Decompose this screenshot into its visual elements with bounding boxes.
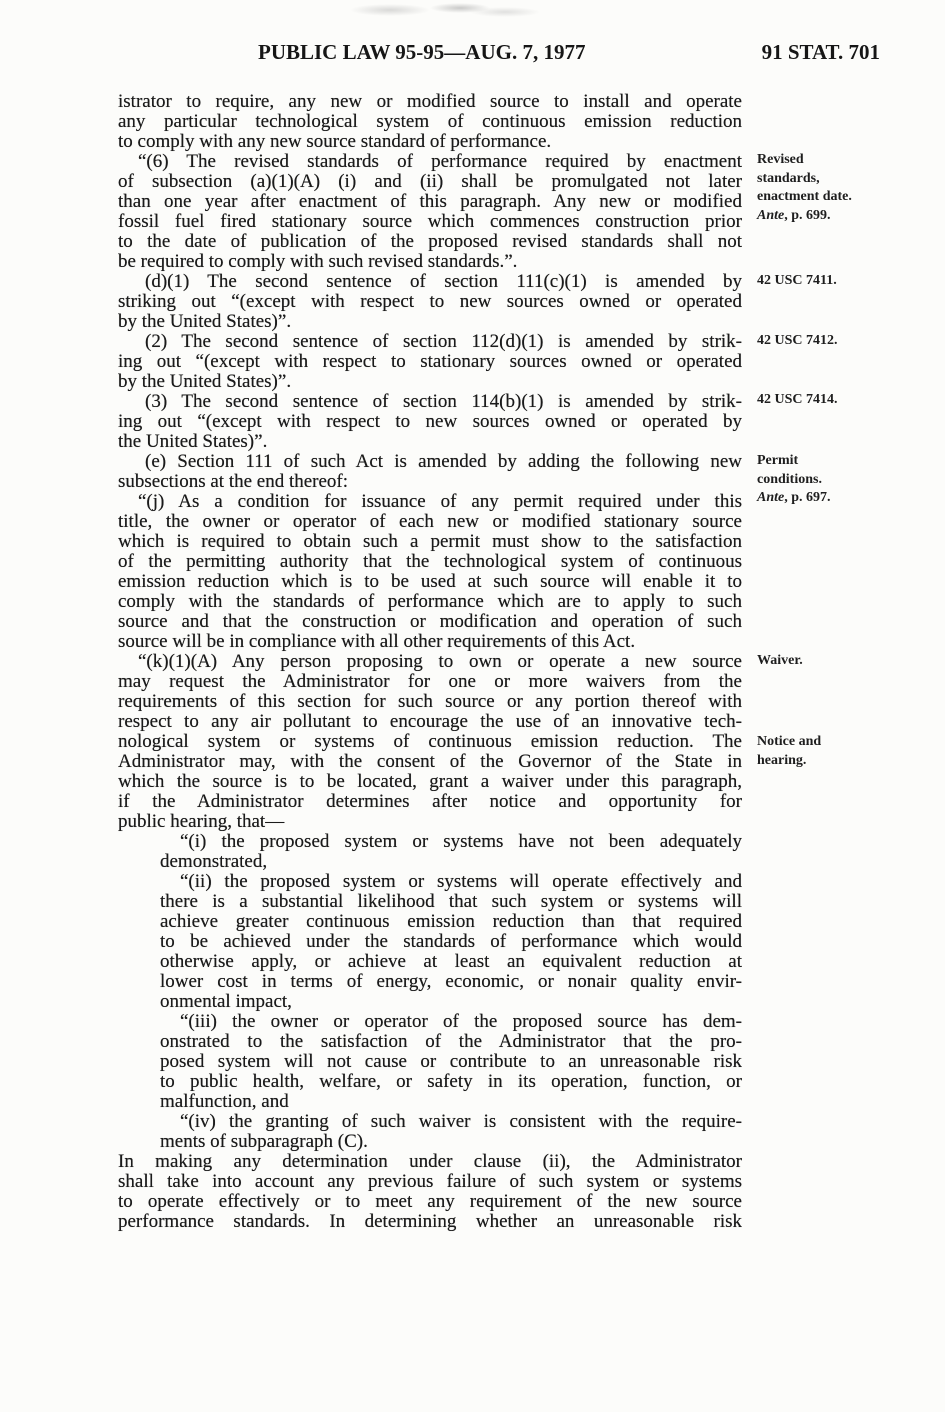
margin-note-usc-7414: 42 USC 7414.	[757, 392, 838, 407]
margin-note-revised-standards	[757, 151, 852, 225]
subsection-d-3	[118, 392, 742, 452]
text-line: emission reduction which is to be used at such source will enable it to	[118, 572, 742, 592]
margin-note-ref	[757, 207, 852, 226]
text-line: source and that the construction or modification and operation of such	[118, 612, 742, 632]
text-line: public hearing, that—	[118, 812, 285, 832]
margin-note-notice-hearing	[757, 733, 821, 770]
text-line: there is a substantial likelihood that such system or systems will	[160, 892, 742, 912]
ante-word: Ante	[757, 490, 785, 505]
text-line: nological system or systems of continuous emission reduction. The	[118, 732, 742, 752]
text-line: demonstrated,	[160, 852, 268, 872]
text-line: striking out “(except with respect to new sources owned or operated	[118, 292, 742, 312]
margin-note-waiver: Waiver.	[757, 653, 803, 668]
subsection-j	[118, 492, 742, 652]
text-line: of the permitting authority that the technological system of continuous	[118, 552, 742, 572]
text-line: “(iv) the granting of such waiver is consistent with the require-	[180, 1112, 742, 1132]
continued-paragraph	[118, 92, 742, 152]
text-line: “(j) As a condition for issuance of any permit required under this	[138, 492, 742, 512]
margin-note-ref	[757, 489, 831, 508]
text-line: posed system will not cause or contribute to an unreasonable risk	[160, 1052, 742, 1072]
margin-note-usc-7411: 42 USC 7411.	[757, 273, 837, 288]
ref-page: , p. 699.	[784, 207, 831, 223]
text-line: any particular technological system of continuous emission reduction	[118, 112, 742, 132]
closing-paragraph	[118, 1152, 742, 1232]
text-line: onmental impact,	[160, 992, 292, 1012]
subsection-d-1	[118, 272, 742, 332]
clause-i	[118, 832, 742, 872]
text-line: onstrated to the satisfaction of the Administrator that the pro-	[160, 1032, 742, 1052]
text-line: the United States)”.	[118, 432, 268, 452]
text-line: requirements of this section for such source or any portion thereof with	[118, 692, 742, 712]
text-line: by the United States)”.	[118, 312, 292, 332]
text-line: ments of subparagraph (C).	[160, 1132, 368, 1152]
scan-smudge	[330, 0, 540, 22]
text-line: (d)(1) The second sentence of section 111(c)(1) is amended by	[145, 272, 742, 292]
main-text-column	[118, 92, 742, 1232]
ante-word: Ante	[757, 207, 785, 223]
text-line: which is required to obtain such a permit must show to the satisfaction	[118, 532, 742, 552]
clause-iv	[118, 1112, 742, 1152]
paragraph-6	[118, 152, 742, 272]
margin-note-line: Permit	[757, 453, 799, 468]
text-line: which the source is to be located, grant a waiver under this paragraph,	[118, 772, 742, 792]
clause-iii	[118, 1012, 742, 1112]
text-line: “(iii) the owner or operator of the proposed source has dem-	[180, 1012, 742, 1032]
margin-note-line: standards,	[757, 170, 820, 186]
text-line: otherwise apply, or achieve at least an equivalent reduction at	[160, 952, 742, 972]
text-line: “(ii) the proposed system or systems will operate effectively and	[180, 872, 742, 892]
subsection-d-2	[118, 332, 742, 392]
text-line: source will be in compliance with all other requirements of this Act.	[118, 632, 636, 652]
margin-note-usc-7412: 42 USC 7412.	[757, 333, 838, 348]
text-line: of subsection (a)(1)(A) (i) and (ii) shall be promulgated not later	[118, 172, 742, 192]
text-line: if the Administrator determines after notice and opportunity for	[118, 792, 742, 812]
text-line: lower cost in terms of energy, economic, or nonair quality envir-	[160, 972, 742, 992]
text-line: may request the Administrator for one or more waivers from the	[118, 672, 742, 692]
text-line: title, the owner or operator of each new or modified stationary source	[118, 512, 742, 532]
margin-note-line: Revised	[757, 152, 804, 167]
text-line: ing out “(except with respect to new sources owned or operated by	[118, 412, 742, 432]
text-line: istrator to require, any new or modified source to install and operate	[118, 92, 742, 112]
subsection-e	[118, 452, 742, 492]
text-line: to public health, welfare, or safety in its operation, function, or	[160, 1072, 742, 1092]
text-line: shall take into account any previous failure of such system or systems	[118, 1172, 742, 1192]
text-line: “(k)(1)(A) Any person proposing to own or operate a new source	[138, 652, 742, 672]
text-line: be required to comply with such revised standards.”.	[118, 252, 518, 272]
text-line: fossil fuel fired stationary source which commences construction prior	[118, 212, 742, 232]
text-line: Administrator may, with the consent of the Governor of the State in	[118, 752, 742, 772]
margin-note-line: hearing.	[757, 752, 807, 768]
text-line: achieve greater continuous emission reduction than that required	[160, 912, 742, 932]
text-line: to be achieved under the standards of performance which would	[160, 932, 742, 952]
running-head-title: PUBLIC LAW 95-95—AUG. 7, 1977	[258, 40, 586, 64]
margin-note-permit-conditions	[757, 452, 831, 508]
text-line: “(6) The revised standards of performance required by enactment	[138, 152, 742, 172]
text-line: ing out “(except with respect to stationary sources owned or operated	[118, 352, 742, 372]
subsection-k	[118, 652, 742, 832]
text-line: comply with the standards of performance which are to apply to such	[118, 592, 742, 612]
text-line: to the date of publication of the proposed revised standards shall not	[118, 232, 742, 252]
text-line: to operate effectively or to meet any requirement of the new source	[118, 1192, 742, 1212]
text-line: (3) The second sentence of section 114(b)(1) is amended by strik-	[145, 392, 742, 412]
clause-ii	[118, 872, 742, 1012]
text-line: (e) Section 111 of such Act is amended by adding the following new	[145, 452, 742, 472]
text-line: by the United States)”.	[118, 372, 292, 392]
text-line: “(i) the proposed system or systems have not been adequately	[180, 832, 742, 852]
text-line: In making any determination under clause (ii), the Administrator	[118, 1152, 742, 1172]
statute-page-number: 91 STAT. 701	[761, 40, 880, 64]
margin-note-line: Notice and	[757, 734, 822, 749]
margin-note-line: conditions.	[757, 471, 822, 487]
ref-page: , p. 697.	[784, 490, 831, 505]
margin-note-line: enactment date.	[757, 189, 852, 204]
text-line: to comply with any new source standard of performance.	[118, 132, 552, 152]
text-line: respect to any air pollutant to encourage the use of an innovative tech-	[118, 712, 742, 732]
text-line: performance standards. In determining whether an unreasonable risk	[118, 1212, 742, 1232]
text-line: malfunction, and	[160, 1092, 289, 1112]
text-line: subsections at the end thereof:	[118, 472, 349, 492]
text-line: (2) The second sentence of section 112(d)(1) is amended by strik-	[145, 332, 742, 352]
text-line: than one year after enactment of this paragraph. Any new or modified	[118, 192, 742, 212]
